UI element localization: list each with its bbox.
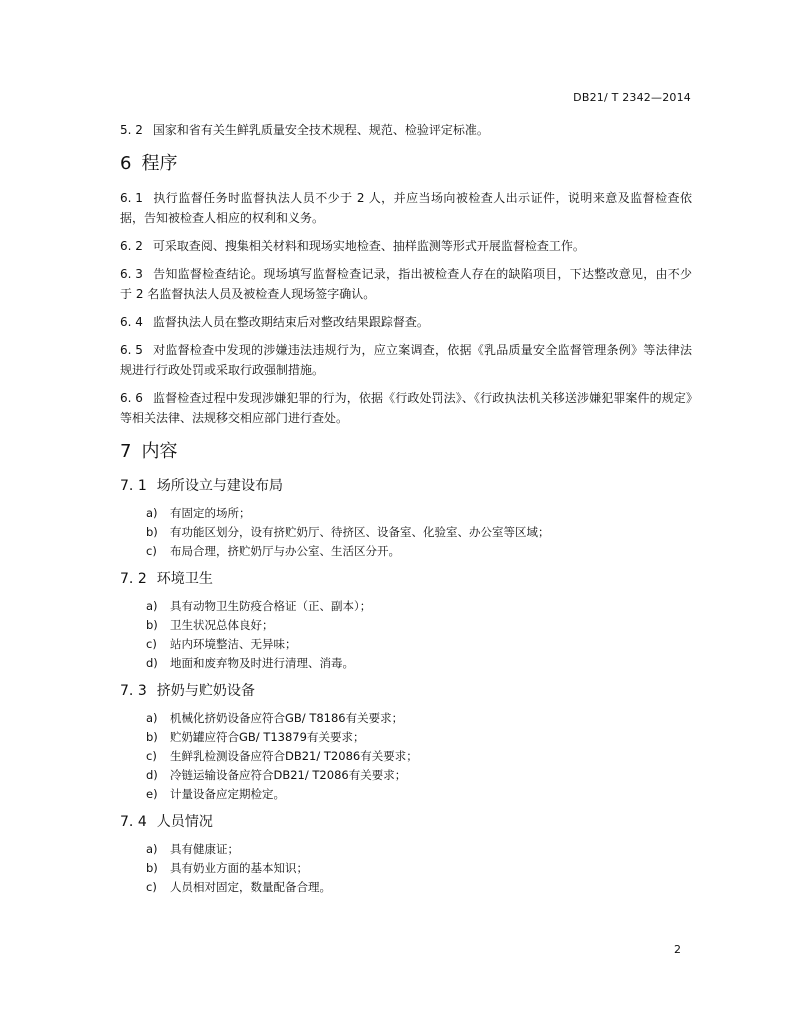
- list-marker: a): [146, 506, 158, 520]
- list-item: [146, 747, 692, 766]
- section-title: 内容: [141, 441, 178, 462]
- list-item: [146, 504, 692, 523]
- list-marker: c): [146, 880, 157, 894]
- list-item: [146, 840, 692, 859]
- list-marker: b): [146, 730, 158, 744]
- list-item-text: 人员相对固定，数量配备合理。: [170, 880, 331, 894]
- clause-text: 对监督检查中发现的涉嫌违法违规行为，应立案调查，依据《乳品质量安全监督管理条例》等法律法规进行行政处罚或采取行政强制措施。: [120, 343, 692, 377]
- list-item: [146, 878, 692, 897]
- clause-5-2: [120, 120, 692, 140]
- clause-6-3: [120, 264, 692, 304]
- subsection-title: 挤奶与贮奶设备: [156, 683, 255, 699]
- list-marker: e): [146, 787, 158, 801]
- list-item-text: 冷链运输设备应符合DB21/ T2086有关要求；: [170, 768, 407, 782]
- section-number: 6: [120, 153, 132, 174]
- list-item-text: 具有奶业方面的基本知识；: [170, 861, 308, 875]
- section-6-heading: [120, 154, 692, 174]
- list-item: [146, 859, 692, 878]
- list-item-text: 布局合理，挤贮奶厅与办公室、生活区分开。: [170, 544, 400, 558]
- clause-number: 5. 2: [120, 123, 143, 137]
- list-item-text: 地面和废弃物及时进行清理、消毒。: [170, 656, 354, 670]
- list-marker: b): [146, 525, 158, 539]
- section-7-heading: [120, 442, 692, 462]
- list-item: [146, 728, 692, 747]
- clause-6-1: [120, 188, 692, 228]
- list-marker: b): [146, 861, 158, 875]
- clause-6-6: [120, 388, 692, 428]
- list-marker: a): [146, 711, 158, 725]
- list-item-text: 有功能区划分，设有挤贮奶厅、待挤区、设备室、化验室、办公室等区域；: [170, 525, 550, 539]
- clause-number: 6. 2: [120, 239, 143, 253]
- list-item: [146, 523, 692, 542]
- page-number: 2: [674, 943, 681, 956]
- list-marker: d): [146, 768, 158, 782]
- clause-6-5: [120, 340, 692, 380]
- list-item: [146, 766, 692, 785]
- list-item: [146, 635, 692, 654]
- subsection-7-2-heading: [120, 569, 692, 589]
- clause-number: 6. 1: [120, 191, 143, 205]
- list-7-3: [120, 709, 692, 804]
- subsection-number: 7. 1: [120, 478, 147, 494]
- list-7-2: [120, 597, 692, 673]
- subsection-title: 人员情况: [156, 814, 213, 830]
- clause-6-4: [120, 312, 692, 332]
- list-marker: c): [146, 637, 157, 651]
- clause-text: 告知监督检查结论。现场填写监督检查记录，指出被检查人存在的缺陷项目，下达整改意见，由不少于 2 名监督执法人员及被检查人现场签字确认。: [120, 267, 692, 301]
- list-item: [146, 785, 692, 804]
- list-marker: a): [146, 599, 158, 613]
- list-marker: c): [146, 544, 157, 558]
- clause-number: 6. 6: [120, 391, 143, 405]
- section-number: 7: [120, 441, 132, 462]
- section-title: 程序: [141, 153, 178, 174]
- list-item-text: 站内环境整洁、无异味；: [170, 637, 297, 651]
- clause-text: 监督执法人员在整改期结束后对整改结果跟踪督查。: [152, 315, 429, 329]
- subsection-7-1-heading: [120, 476, 692, 496]
- list-item-text: 具有动物卫生防疫合格证（正、副本）；: [170, 599, 372, 613]
- clause-text: 可采取查阅、搜集相关材料和现场实地检查、抽样监测等形式开展监督检查工作。: [152, 239, 585, 253]
- clause-number: 6. 3: [120, 267, 143, 281]
- list-item-text: 生鲜乳检测设备应符合DB21/ T2086有关要求；: [170, 749, 418, 763]
- list-item: [146, 542, 692, 561]
- list-item-text: 计量设备应定期检定。: [170, 787, 285, 801]
- document-body: [120, 120, 692, 897]
- list-item: [146, 597, 692, 616]
- clause-text: 监督检查过程中发现涉嫌犯罪的行为，依据《行政处罚法》、《行政执法机关移送涉嫌犯罪案件的规定》等相关法律、法规移交相应部门进行查处。: [120, 391, 692, 425]
- list-7-1: [120, 504, 692, 561]
- clause-text: 执行监督任务时监督执法人员不少于 2 人，并应当场向被检查人出示证件，说明来意及监督检查依据，告知被检查人相应的权利和义务。: [120, 191, 692, 225]
- clause-6-2: [120, 236, 692, 256]
- list-item: [146, 709, 692, 728]
- subsection-number: 7. 3: [120, 683, 147, 699]
- subsection-7-3-heading: [120, 681, 692, 701]
- list-item: [146, 654, 692, 673]
- subsection-7-4-heading: [120, 812, 692, 832]
- clause-number: 6. 4: [120, 315, 143, 329]
- subsection-title: 环境卫生: [156, 571, 213, 587]
- clause-number: 6. 5: [120, 343, 143, 357]
- subsection-number: 7. 2: [120, 571, 147, 587]
- list-item-text: 卫生状况总体良好；: [170, 618, 274, 632]
- list-item-text: 具有健康证；: [170, 842, 239, 856]
- list-item: [146, 616, 692, 635]
- list-marker: a): [146, 842, 158, 856]
- list-marker: c): [146, 749, 157, 763]
- list-marker: d): [146, 656, 158, 670]
- list-item-text: 贮奶罐应符合GB/ T13879有关要求；: [170, 730, 365, 744]
- list-item-text: 机械化挤奶设备应符合GB/ T8186有关要求；: [170, 711, 404, 725]
- list-item-text: 有固定的场所；: [170, 506, 251, 520]
- list-marker: b): [146, 618, 158, 632]
- list-7-4: [120, 840, 692, 897]
- subsection-number: 7. 4: [120, 814, 147, 830]
- standard-code: DB21/ T 2342—2014: [573, 91, 691, 104]
- clause-text: 国家和省有关生鲜乳质量安全技术规程、规范、检验评定标准。: [152, 123, 489, 137]
- subsection-title: 场所设立与建设布局: [156, 478, 284, 494]
